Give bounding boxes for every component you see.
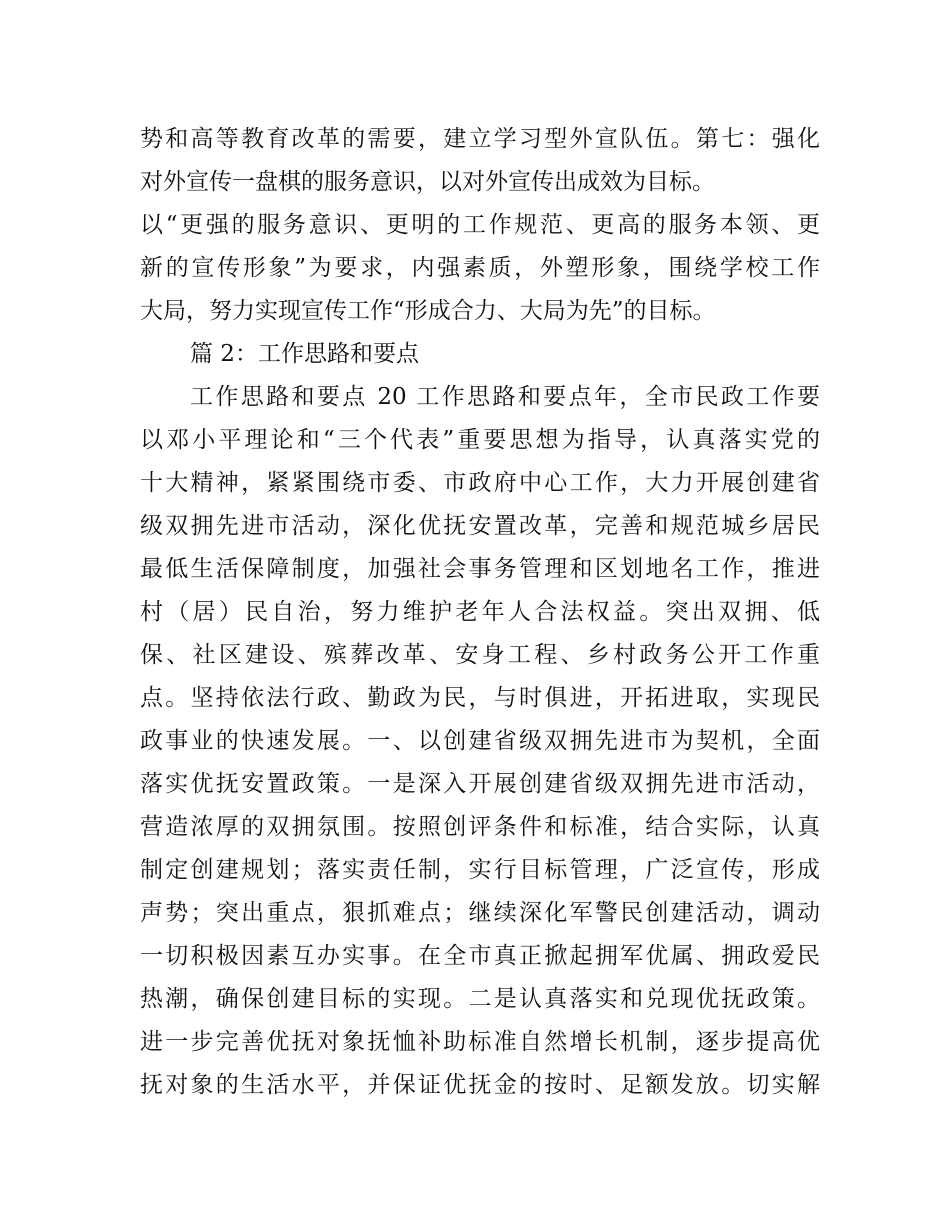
text-line: 村（居）民自治，努力维护老年人合法权益。突出双拥、低: [140, 599, 820, 625]
text-line: 最低生活保障制度，加强社会事务管理和区划地名工作，推进: [140, 556, 820, 582]
text-line: 势和高等教育改革的需要，建立学习型外宣队伍。第七：强化: [140, 126, 820, 152]
text-line: 以邓小平理论和“三个代表”重要思想为指导，认真落实党的: [140, 427, 820, 453]
text-line: 级双拥先进市活动，深化优抚安置改革，完善和规范城乡居民: [140, 513, 820, 539]
text-line: 保、社区建设、殡葬改革、安身工程、乡村政务公开工作重: [140, 642, 820, 668]
text-line: 进一步完善优抚对象抚恤补助标准自然增长机制，逐步提高优: [140, 1029, 820, 1055]
text-line: 对外宣传一盘棋的服务意识，以对外宣传出成效为目标。: [140, 169, 715, 195]
text-line: 热潮，确保创建目标的实现。二是认真落实和兑现优抚政策。: [140, 986, 820, 1012]
text-line: 政事业的快速发展。一、以创建省级双拥先进市为契机，全面: [140, 728, 820, 754]
text-line: 制定创建规划；落实责任制，实行目标管理，广泛宣传，形成: [140, 857, 820, 883]
text-line: 落实优抚安置政策。一是深入开展创建省级双拥先进市活动，: [140, 771, 820, 797]
text-line: 抚对象的生活水平，并保证优抚金的按时、足额发放。切实解: [140, 1072, 820, 1098]
text-line: 十大精神，紧紧围绕市委、市政府中心工作，大力开展创建省: [140, 470, 820, 496]
text-line: 新的宣传形象”为要求，内强素质，外塑形象，围绕学校工作: [140, 255, 820, 281]
text-line: 营造浓厚的双拥氛围。按照创评条件和标准，结合实际，认真: [140, 814, 820, 840]
text-line: 以“更强的服务意识、更明的工作规范、更高的服务本领、更: [140, 212, 820, 238]
text-line: 点。坚持依法行政、勤政为民，与时俱进，开拓进取，实现民: [140, 685, 820, 711]
text-line: 一切积极因素互办实事。在全市真正掀起拥军优属、拥政爱民: [140, 943, 820, 969]
text-line: 工作思路和要点 20 工作思路和要点年，全市民政工作要: [190, 384, 820, 410]
text-line: 大局，努力实现宣传工作“形成合力、大局为先”的目标。: [140, 298, 716, 324]
text-line: 声势；突出重点，狠抓难点；继续深化军警民创建活动，调动: [140, 900, 820, 926]
section-heading: 篇 2：工作思路和要点: [190, 341, 419, 367]
